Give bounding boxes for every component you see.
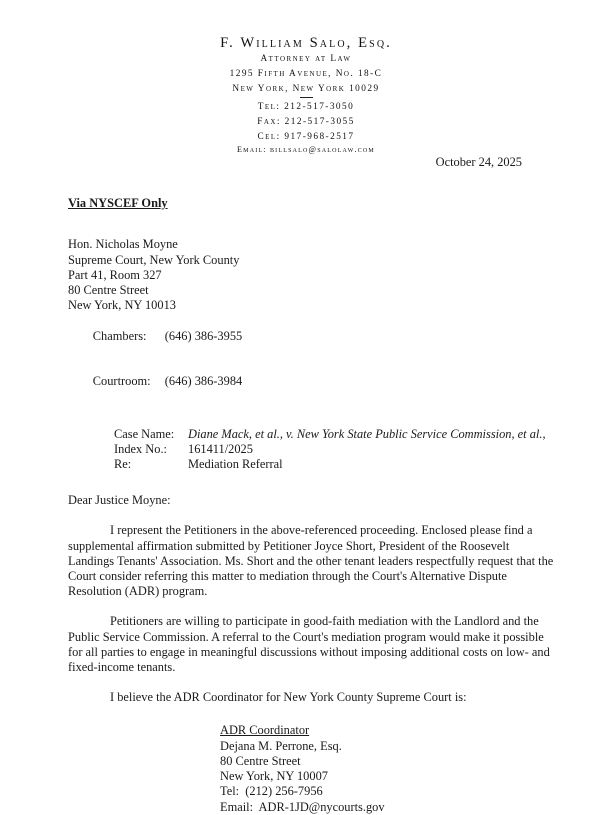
adr-coordinator-block <box>220 723 556 814</box>
body-paragraph-3: I believe the ADR Coordinator for New York County Supreme Court is: <box>110 690 467 705</box>
chambers-phone-row <box>68 313 556 359</box>
letterhead-email: Email: billsalo@salolaw.com <box>237 145 375 155</box>
index-number-value: 161411/2025 <box>188 441 253 456</box>
delivery-note-wrapper <box>68 196 556 237</box>
re-value: Mediation Referral <box>188 457 283 472</box>
adr-coordinator-city-state-zip: New York, NY 10007 <box>220 769 328 784</box>
body-paragraph-1: I represent the Petitioners in the above-referenced proceeding. Enclosed please find a supplemental affirmation submitted by Petitioner Joyce Short, President of the Roosevelt Landings Tenants' Association. Ms. Short and the other tenant leaders respectfully request that the Court consider referring this matter to mediation through the Court's Alternative Dispute Resolution (ADR) program. <box>68 523 554 599</box>
index-number-label: Index No.: <box>114 441 167 456</box>
chambers-label: Chambers: <box>92 328 147 343</box>
letterhead <box>0 0 612 157</box>
attorney-title: Attorney at Law <box>260 54 352 65</box>
case-name-label: Case Name: <box>114 426 175 441</box>
letter-date: October 24, 2025 <box>435 155 522 169</box>
letterhead-fax: Fax: 212-517-3055 <box>257 116 355 127</box>
adr-coordinator-telephone: Tel: (212) 256-7956 <box>220 784 323 799</box>
re-label: Re: <box>114 457 132 472</box>
letter-body <box>68 155 556 815</box>
courtroom-phone: (646) 386-3984 <box>164 374 243 389</box>
courtroom-phone-row <box>68 359 556 405</box>
letterhead-telephone: Tel: 212-517-3050 <box>257 102 355 113</box>
recipient-court: Supreme Court, New York County <box>68 252 240 267</box>
recipient-address-block <box>68 237 556 404</box>
delivery-note: Via NYSCEF Only <box>68 196 168 211</box>
chambers-phone: (646) 386-3955 <box>164 328 243 343</box>
adr-coordinator-email: Email: ADR-1JD@nycourts.gov <box>220 799 385 814</box>
letterhead-divider <box>300 97 313 98</box>
adr-coordinator-title <box>220 723 556 738</box>
letterhead-address-line2: New York, New York 10029 <box>232 83 380 94</box>
adr-coordinator-street: 80 Centre Street <box>220 753 301 768</box>
adr-coordinator-name: Dejana M. Perrone, Esq. <box>220 738 342 753</box>
recipient-street: 80 Centre Street <box>68 283 149 298</box>
case-name-value: Diane Mack, et al., v. New York State Public Service Commission, et al., <box>188 426 546 441</box>
adr-coordinator-title-text: ADR Coordinator <box>220 723 310 738</box>
salutation: Dear Justice Moyne: <box>68 493 171 508</box>
case-caption-block <box>114 427 556 473</box>
firm-name: F. William Salo, Esq. <box>220 35 392 51</box>
recipient-name: Hon. Nicholas Moyne <box>68 237 178 252</box>
case-name-row <box>114 427 556 442</box>
recipient-city-state-zip: New York, NY 10013 <box>68 298 176 313</box>
recipient-part-room: Part 41, Room 327 <box>68 267 162 282</box>
courtroom-label: Courtroom: <box>92 374 151 389</box>
index-number-row <box>114 442 556 457</box>
letterhead-cell: Cel: 917-968-2517 <box>257 131 355 142</box>
body-paragraph-2: Petitioners are willing to participate in good-faith mediation with the Landlord and the Public Service Commission. A referral to the Court's mediation program would make it possible for all parties to engage in meaningful discussions without imposing additional costs on low- and fixed-income tenants. <box>68 614 550 675</box>
letterhead-address-line1: 1295 Fifth Avenue, No. 18-C <box>229 68 383 79</box>
re-row <box>114 457 556 472</box>
